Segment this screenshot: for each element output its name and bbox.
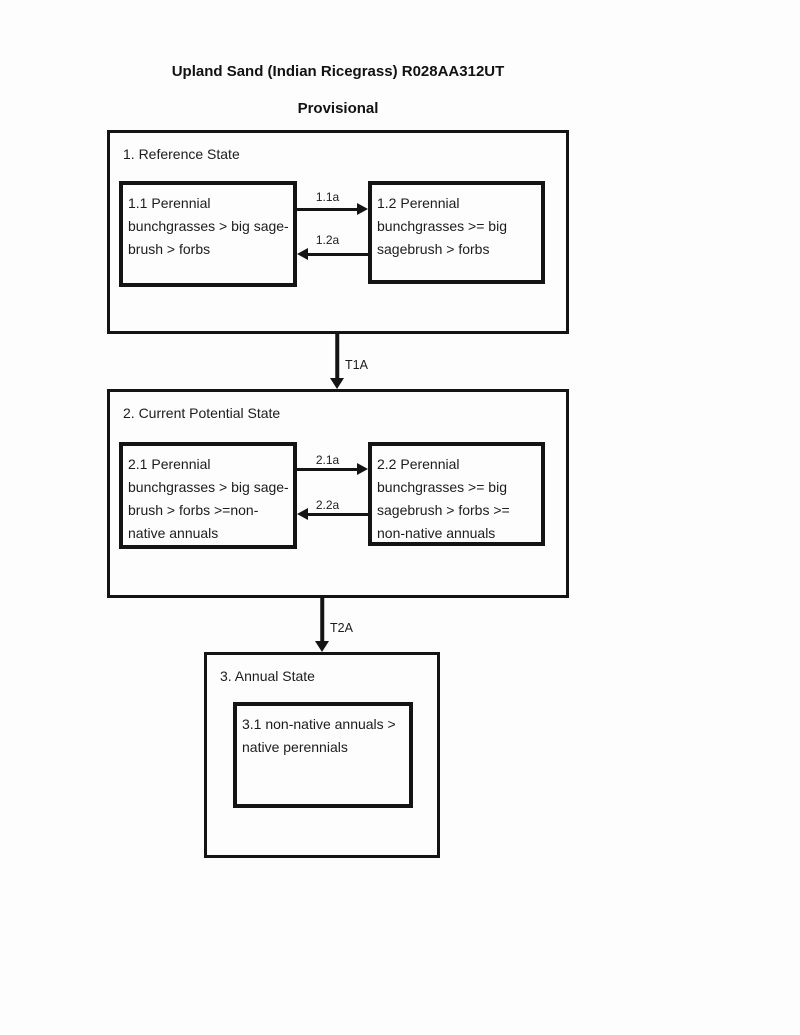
state-box-current-potential bbox=[107, 389, 569, 598]
community-text-line: non-native annuals bbox=[377, 525, 496, 541]
pathway-label-2-1a: 2.1a bbox=[315, 453, 340, 467]
pathway-arrow-2-1a bbox=[297, 462, 368, 476]
community-text-line: bunchgrasses > big sage- bbox=[128, 218, 289, 234]
arrow-shaft bbox=[306, 513, 368, 516]
transition-arrow-t2a bbox=[314, 598, 330, 652]
pathway-arrow-2-2a bbox=[297, 507, 368, 521]
community-text-line: bunchgrasses >= big bbox=[377, 479, 507, 495]
community-box-3-1 bbox=[233, 702, 413, 808]
arrow-down-head-icon bbox=[330, 378, 344, 389]
community-text-line: bunchgrasses > big sage- bbox=[128, 479, 289, 495]
community-text-line: brush > forbs bbox=[128, 241, 211, 257]
community-text-line: brush > forbs >=non- bbox=[128, 502, 259, 518]
community-box-2-1 bbox=[119, 442, 297, 549]
arrow-right-head-icon bbox=[357, 463, 368, 475]
state-box-reference bbox=[107, 130, 569, 334]
community-text-line: sagebrush > forbs bbox=[377, 241, 490, 257]
arrow-down-head-icon bbox=[315, 641, 329, 652]
transition-arrow-t1a bbox=[329, 334, 345, 389]
arrow-shaft bbox=[335, 334, 339, 382]
community-text-line: 1.1 Perennial bbox=[128, 195, 211, 211]
community-text-line: 3.1 non-native annuals > bbox=[242, 716, 396, 732]
pathway-label-1-1a: 1.1a bbox=[315, 190, 340, 204]
transition-label-t1a: T1A bbox=[345, 358, 368, 372]
state-box-annual bbox=[204, 652, 440, 858]
pathway-arrow-1-2a bbox=[297, 247, 368, 261]
community-text-line: native annuals bbox=[128, 525, 219, 541]
community-box-1-1 bbox=[119, 181, 297, 287]
community-text-line: bunchgrasses >= big bbox=[377, 218, 507, 234]
state-label-annual: 3. Annual State bbox=[220, 668, 315, 684]
community-text-line: sagebrush > forbs >= bbox=[377, 502, 510, 518]
pathway-label-2-2a: 2.2a bbox=[315, 498, 340, 512]
diagram-subtitle: Provisional bbox=[297, 100, 379, 117]
arrow-shaft bbox=[297, 208, 359, 211]
community-text-line: 2.2 Perennial bbox=[377, 456, 460, 472]
pathway-arrow-1-1a bbox=[297, 202, 368, 216]
arrow-shaft bbox=[297, 468, 359, 471]
arrow-shaft bbox=[306, 253, 368, 256]
community-text-line: native perennials bbox=[242, 739, 348, 755]
diagram-title: Upland Sand (Indian Ricegrass) R028AA312UT bbox=[171, 63, 505, 80]
state-label-reference: 1. Reference State bbox=[123, 146, 240, 162]
community-box-2-2 bbox=[368, 442, 545, 546]
pathway-label-1-2a: 1.2a bbox=[315, 233, 340, 247]
arrow-shaft bbox=[320, 598, 324, 645]
community-text-line: 2.1 Perennial bbox=[128, 456, 211, 472]
community-box-1-2 bbox=[368, 181, 545, 284]
arrow-right-head-icon bbox=[357, 203, 368, 215]
arrow-left-head-icon bbox=[297, 248, 308, 260]
transition-label-t2a: T2A bbox=[330, 621, 353, 635]
arrow-left-head-icon bbox=[297, 508, 308, 520]
community-text-line: 1.2 Perennial bbox=[377, 195, 460, 211]
state-label-current-potential: 2. Current Potential State bbox=[123, 405, 281, 421]
